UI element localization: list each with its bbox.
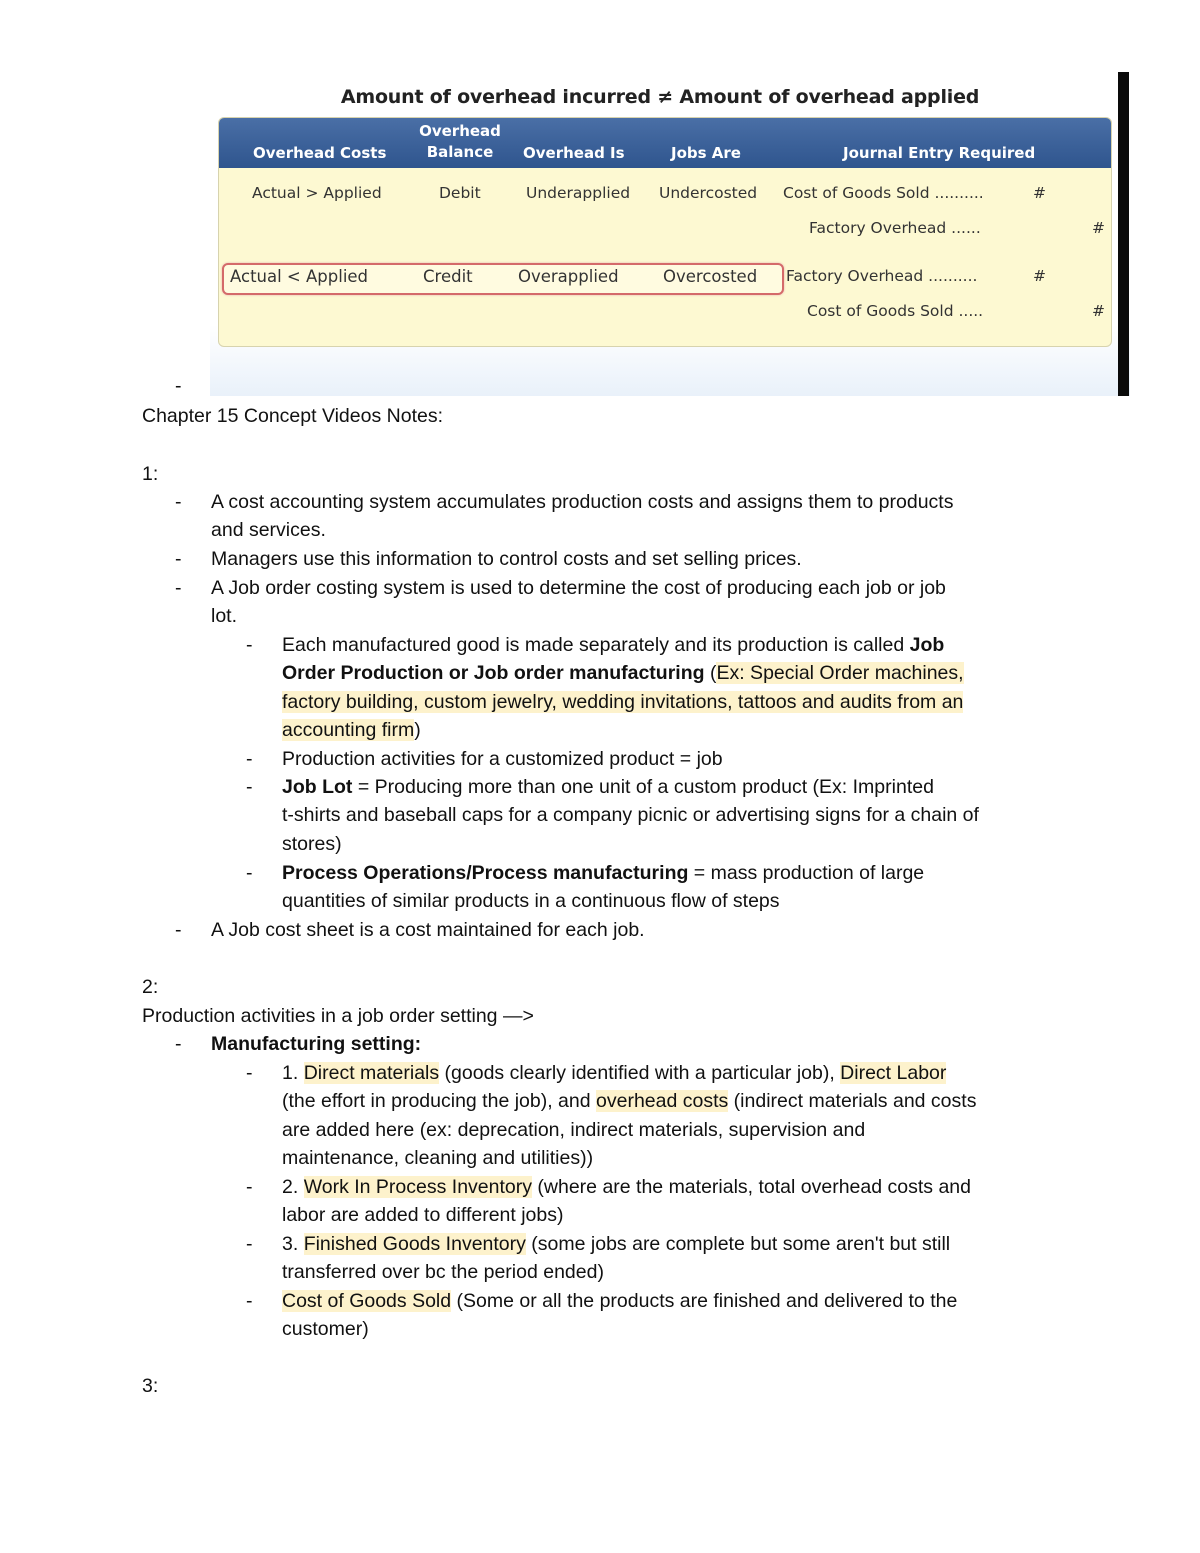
table-header [219,118,1111,168]
bullet-dash: - [175,491,182,513]
overhead-table [218,117,1112,347]
header-overhead-balance: Overhead Balance [419,122,501,161]
s1-sub-1-line-1: Each manufactured good is made separately and its production is called Job [282,634,945,656]
s1-bullet-1-line-2: and services. [211,519,326,541]
bullet-dash: - [175,919,182,941]
section-2-label: 2: [142,976,159,998]
figure-edge-bar [1118,72,1129,396]
row2-entry-debit-amount: # [1033,267,1046,285]
s2-item-1-line-1: 1. Direct materials (goods clearly identified with a particular job), Direct Labor [282,1062,947,1084]
row1-entry-credit: Factory Overhead ...... [809,219,981,237]
header-jobs-are: Jobs Are [671,144,741,162]
s2-item-2-line-2: labor are added to different jobs) [282,1204,564,1226]
s1-sub-4-line-2: quantities of similar products in a continuous flow of steps [282,890,780,912]
s1-bullet-4: A Job cost sheet is a cost maintained for each job. [211,919,645,941]
overhead-table-image [210,72,1130,396]
bullet-dash: - [246,776,253,798]
row1-jobs-are: Undercosted [659,184,758,202]
section-3-label: 3: [142,1375,159,1397]
bullet-dash: - [246,1233,253,1255]
s2-item-3-line-1: 3. Finished Goods Inventory (some jobs are complete but some aren't but still [282,1233,951,1255]
s1-sub-1-line-2: Order Production or Job order manufacturing (Ex: Special Order machines, [282,662,964,684]
row2-entry-credit: Cost of Goods Sold ..... [807,302,984,320]
s2-item-2-line-1: 2. Work In Process Inventory (where are the materials, total overhead costs and [282,1176,971,1198]
s2-intro: Production activities in a job order setting —> [142,1005,534,1027]
s1-sub-4-line-1: Process Operations/Process manufacturing = mass production of large [282,862,925,884]
s2-bullet-1: Manufacturing setting: [211,1033,422,1055]
row1-entry-credit-amount: # [1092,219,1105,237]
s1-sub-3-line-3: stores) [282,833,342,855]
bullet-dash: - [246,1062,253,1084]
row2-jobs-are: Overcosted [663,267,758,286]
header-overhead-is: Overhead Is [523,144,625,162]
header-overhead-costs: Overhead Costs [253,144,387,162]
s2-item-3-line-2: transferred over bc the period ended) [282,1261,604,1283]
s2-item-4-line-1: Cost of Goods Sold (Some or all the products are finished and delivered to the [282,1290,958,1312]
s1-sub-3-line-2: t-shirts and baseball caps for a company picnic or advertising signs for a chain of [282,804,979,826]
row1-entry-debit: Cost of Goods Sold .......... [783,184,984,202]
s2-item-4-line-2: customer) [282,1318,369,1340]
section-1-label: 1: [142,463,159,485]
row1-overhead-is: Underapplied [526,184,631,202]
s2-item-1-line-3: are added here (ex: deprecation, indirect materials, supervision and [282,1119,866,1141]
bullet-dash: - [246,748,253,770]
row2-overhead-is: Overapplied [518,267,619,286]
s1-sub-1-line-4: accounting firm) [282,719,421,741]
s1-bullet-1-line-1: A cost accounting system accumulates production costs and assigns them to products [211,491,954,513]
bullet-dash: - [175,577,182,599]
s2-item-1-line-2: (the effort in producing the job), and overhead costs (indirect materials and costs [282,1090,977,1112]
header-journal-entry: Journal Entry Required [843,144,1036,162]
bullet-dash: - [175,1033,182,1055]
bullet-dash: - [175,548,182,570]
row2-entry-debit: Factory Overhead .......... [786,267,978,285]
s1-bullet-3-line-2: lot. [211,605,238,627]
bullet-dash: - [246,634,253,656]
s1-sub-1-line-3: factory building, custom jewelry, wedding invitations, tattoos and audits from an [282,691,964,713]
s1-sub-3-line-1: Job Lot = Producing more than one unit of a custom product (Ex: Imprinted [282,776,934,798]
bullet-dash: - [246,1176,253,1198]
figure-title: Amount of overhead incurred ≠ Amount of overhead applied [340,86,980,108]
row1-costs: Actual > Applied [252,184,382,202]
row2-entry-credit-amount: # [1092,302,1105,320]
s1-sub-2: Production activities for a customized product = job [282,748,723,770]
bullet-dash: - [246,862,253,884]
row1-entry-debit-amount: # [1033,184,1046,202]
bullet-dash: - [246,1290,253,1312]
figure-bullet-dash: - [175,375,182,397]
row2-balance: Credit [423,267,473,286]
page-heading: Chapter 15 Concept Videos Notes: [142,405,443,427]
s1-bullet-2: Managers use this information to control costs and set selling prices. [211,548,802,570]
row2-costs: Actual < Applied [230,267,369,286]
row1-balance: Debit [439,184,481,202]
s1-bullet-3-line-1: A Job order costing system is used to determine the cost of producing each job or job [211,577,946,599]
s2-item-1-line-4: maintenance, cleaning and utilities)) [282,1147,594,1169]
